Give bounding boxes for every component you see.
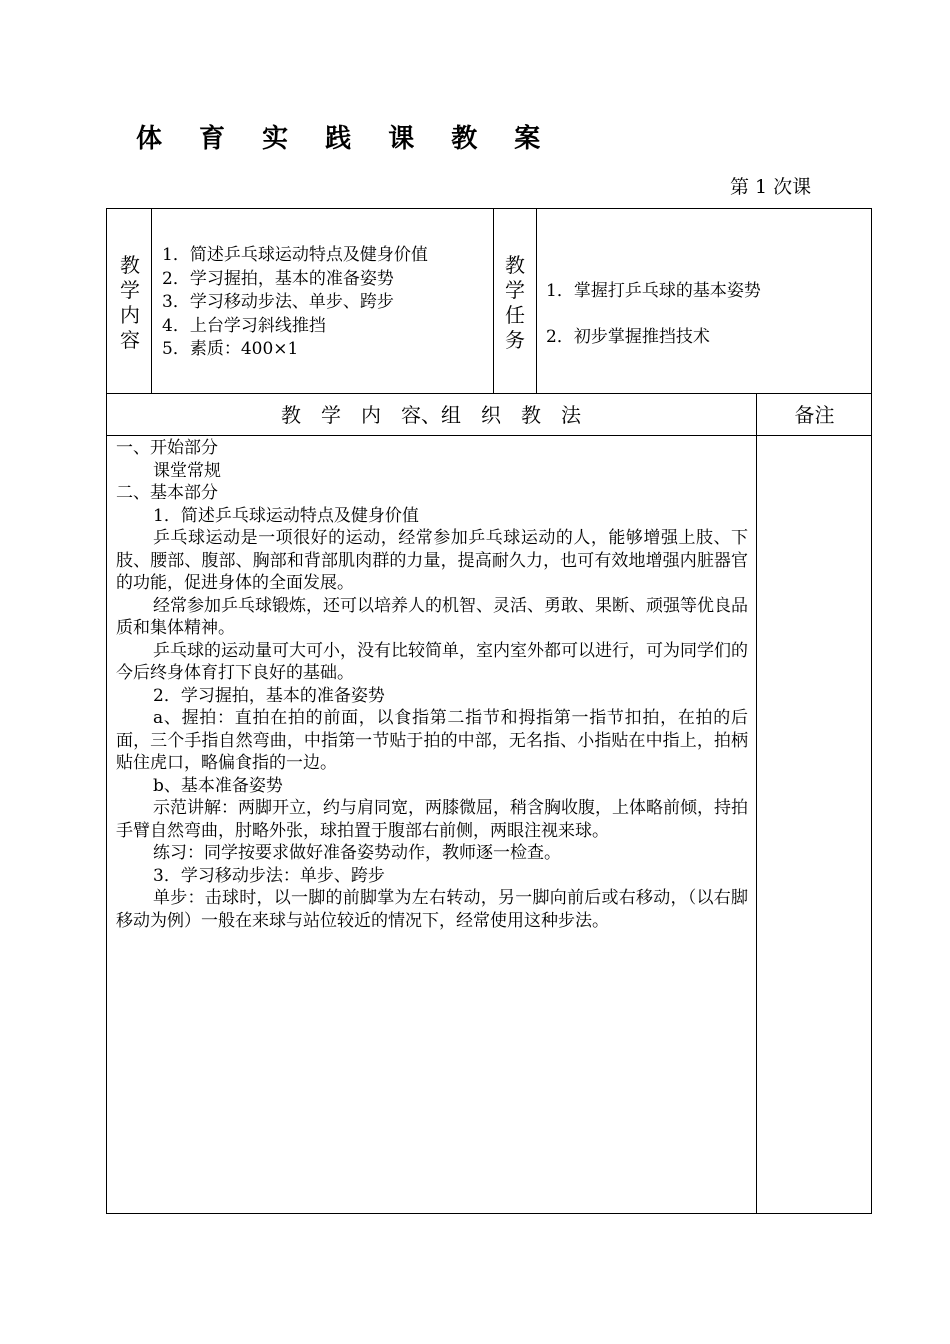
divider bbox=[106, 435, 872, 436]
divider bbox=[756, 393, 757, 1214]
list-item: 5．素质：400×1 bbox=[162, 339, 299, 359]
task-list bbox=[546, 268, 761, 360]
lesson-body bbox=[116, 437, 748, 932]
divider bbox=[493, 208, 494, 393]
paragraph: a、握拍：直拍在拍的前面，以食指第二指节和拇指第一指节扣拍，在拍的后面，三个手指自然弯曲，中指第一节贴于拍的中部，无名指、小指贴在中指上，拍柄贴住虎口，略偏食指的一边。 bbox=[116, 708, 748, 773]
divider bbox=[106, 393, 872, 394]
list-item: 2．初步掌握推挡技术 bbox=[546, 327, 710, 347]
subsection-heading: 1．简述乒乓球运动特点及健身价值 bbox=[153, 505, 419, 526]
list-item: 3．学习移动步法、单步、跨步 bbox=[162, 292, 394, 312]
paragraph: 单步：击球时，以一脚的前脚掌为左右转动，另一脚向前后或右移动，（以右脚移动为例）一般在来球与站位较近的情况下，经常使用这种步法。 bbox=[116, 888, 748, 931]
content-label: 教学内容 bbox=[120, 253, 140, 352]
divider bbox=[536, 208, 537, 393]
paragraph: 乒乓球运动是一项很好的运动，经常参加乒乓球运动的人，能够增强上肢、下肢、腰部、腹部、胸部和背部肌肉群的力量，提高耐久力，也可有效地增强内脏器官的功能，促进身体的全面发展。 bbox=[116, 528, 748, 593]
paragraph: 经常参加乒乓球锻炼，还可以培养人的机智、灵活、勇敢、果断、顽强等优良品质和集体精神。 bbox=[116, 595, 748, 638]
subsection-heading: 3．学习移动步法：单步、跨步 bbox=[153, 865, 385, 886]
subsection-heading: 2．学习握拍，基本的准备姿势 bbox=[153, 685, 385, 706]
content-method-header: 教 学 内 容、组 织 教 法 bbox=[281, 403, 581, 427]
list-item: 2．学习握拍，基本的准备姿势 bbox=[162, 268, 394, 289]
text-line: 课堂常规 bbox=[153, 460, 221, 481]
subsection-heading: b、基本准备姿势 bbox=[153, 775, 283, 796]
list-item: 1．简述乒乓球运动特点及健身价值 bbox=[162, 245, 428, 265]
page-title: 体 育 实 践 课 教 案 bbox=[136, 124, 555, 154]
content-list bbox=[162, 244, 428, 362]
list-item: 1．掌握打乒乓球的基本姿势 bbox=[546, 281, 761, 301]
list-item: 4．上台学习斜线推挡 bbox=[162, 315, 326, 336]
remarks-header: 备注 bbox=[794, 403, 835, 427]
paragraph: 练习：同学按要求做好准备姿势动作，教师逐一检查。 bbox=[153, 843, 561, 863]
paragraph: 示范讲解：两脚开立，约与肩同宽，两膝微屈，稍含胸收腹，上体略前倾，持拍手臂自然弯曲，肘略外张，球拍置于腹部右前侧，两眼注视来球。 bbox=[116, 798, 748, 841]
section-heading: 二、基本部分 bbox=[116, 483, 218, 503]
paragraph: 乒乓球的运动量可大可小，没有比较简单，室内室外都可以进行，可为同学们的今后终身体育打下良好的基础。 bbox=[116, 640, 748, 683]
divider bbox=[151, 208, 152, 393]
lesson-number: 第 1 次课 bbox=[730, 176, 812, 198]
section-heading: 一、开始部分 bbox=[116, 438, 218, 458]
task-label: 教学任务 bbox=[505, 253, 525, 352]
